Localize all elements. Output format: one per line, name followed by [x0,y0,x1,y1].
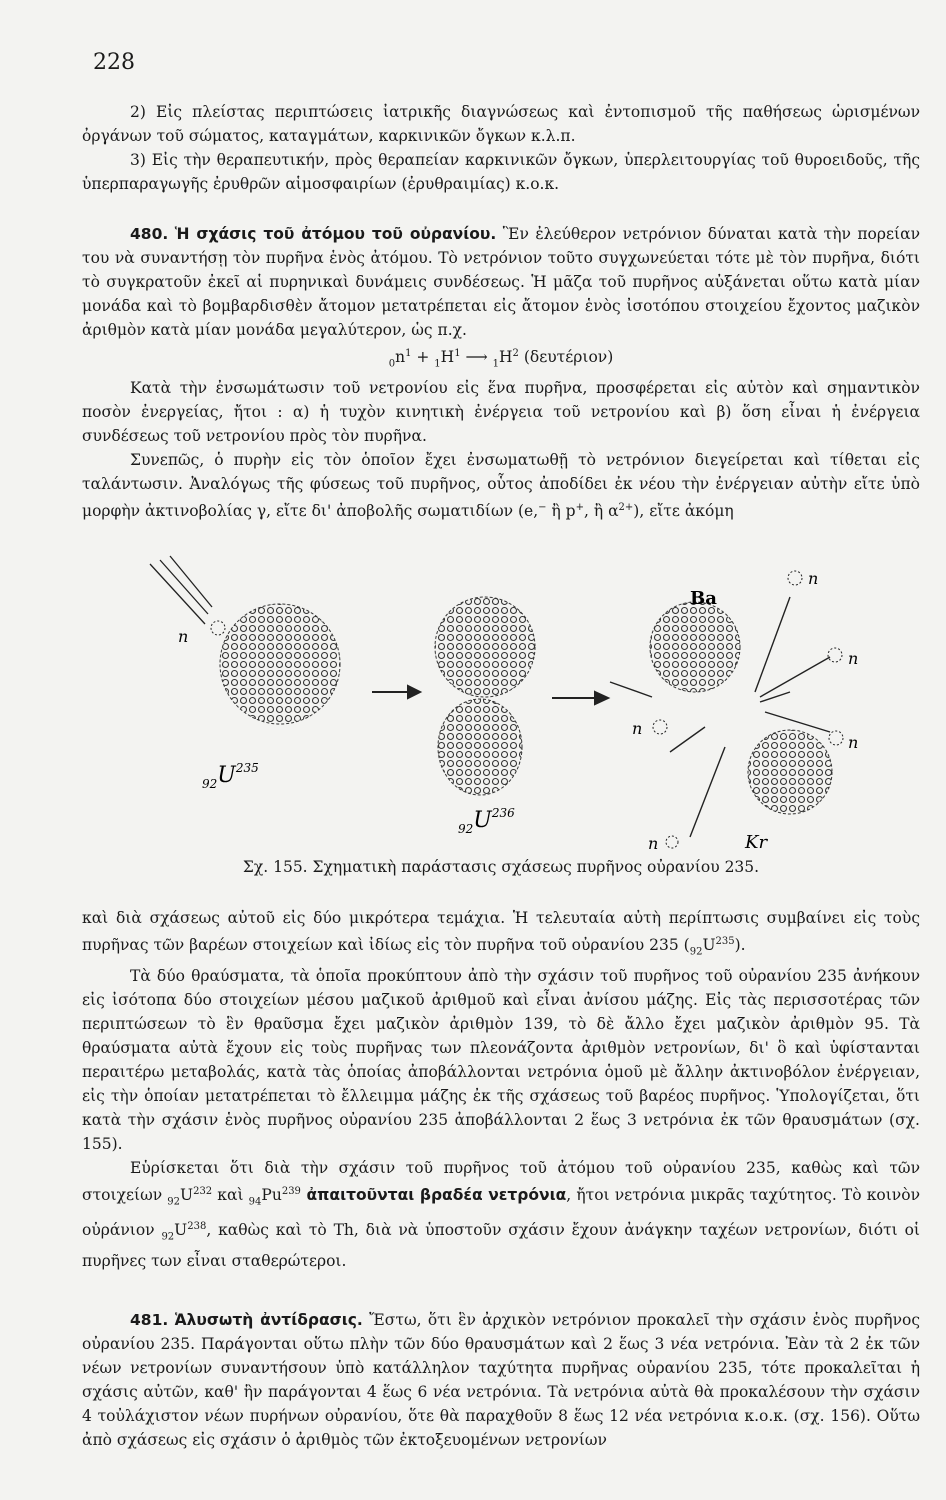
emitted-neutron-1 [788,571,802,585]
emitted-neutron-5 [666,836,678,848]
page-number: 228 [93,50,135,75]
slow-neutrons-emphasis: ἀπαιτοῦνται βραδέα νετρόνια [300,1186,567,1205]
ba-fragment [650,602,740,692]
emitted-neutron-4 [653,720,667,734]
ba-label: Ba [690,588,717,609]
emitted-neutron-2 [828,648,842,662]
section-480-title: Ἡ σχάσις τοῦ ἀτόμου τοῦ οὐρανίου. [174,225,497,243]
intro-item-3: 3) Εἰς τὴν θεραπευτικήν, πρὸς θεραπείαν καρκινικῶν ὄγκων, ὑπερλειτουργίας τοῦ θυροειδοῦς, τῆς ὑπερπαραγωγῆς ἐρυθρῶν αἱμοσφαιρίων (ἐρυθραιμίας) κ.ο.κ. [82,151,920,193]
section-481-number: 481. [130,1311,169,1329]
continuation-paragraph-1: καὶ διὰ σχάσεως αὐτοῦ εἰς δύο μικρότερα τεμάχια. Ἡ τελευταία αὐτὴ περίπτωσις συμβαίνει εἰς τοὺς πυρῆνας τῶν βαρέων στοιχείων καὶ ἰδίως εἰς τὸν πυρῆνα τοῦ οὐρανίου 235 $(_{92}U^{235})$. [82,909,920,958]
continuation-block [82,906,920,1273]
emitted-neutron-3-label: n [848,733,859,752]
figure-caption: Σχ. 155. Σχηματικὴ παράστασις σχάσεως πυρῆνος οὐρανίου 235. [242,858,760,876]
section-480-number: 480. [130,225,169,243]
incoming-neutron [211,621,225,635]
arrow-2 [552,692,608,704]
section-481 [82,1308,920,1452]
emitted-neutron-5-label: n [648,834,659,852]
continuation-paragraph-3: Εὑρίσκεται ὅτι διὰ τὴν σχάσιν τοῦ πυρῆνος τοῦ ἀτόμου τοῦ οὐρανίου 235, καθὼς καὶ τῶν στοιχείων $_{92}U^{232}$ καὶ $_{94}Pu^{239}$ ἀπαιτοῦνται βραδέα νετρόνια, ἤτοι νετρόνια μικρᾶς ταχύτητος. Τὸ κοινὸν οὐράνιον $_{92}U^{238}$, καθὼς καὶ τὸ Th, διὰ νὰ ὑποστοῦν σχάσιν ἔχουν ἀνάγκην ταχέων νετρονίων, διότι οἱ πυρῆνες των εἶναι σταθερώτεροι. [82,1159,920,1270]
section-480 [82,222,920,523]
fission-figure [140,552,900,852]
kr-fragment [748,730,832,814]
fission-diagram [140,552,900,852]
section-481-text: Ἔστω, ὅτι ἓν ἀρχικὸν νετρόνιον προκαλεῖ τὴν σχάσιν ἑνὸς πυρῆνος οὐρανίου 235. Παράγονται οὕτω πλὴν τῶν δύο θραυσμάτων καὶ 2 ἕως 3 νέα νετρόνια. Ἐὰν τὰ 2 ἐκ τῶν νέων νετρονίων συναντήσουν ὑπὸ κατάλληλον ταχύτητα πυρῆνας οὐρανίου 235, τότε προκαλεῖται ἡ σχάσις αὐτῶν, καθ' ἣν παράγονται 4 ἕως 6 νέα νετρόνια. Τὰ νετρόνια αὐτὰ θὰ προκαλέσουν τὴν σχάσιν 4 τοὐλάχιστον νέων πυρήνων οὐρανίου, ὅτε θὰ παραχθοῦν 8 ἕως 12 νέα νετρόνια κ.ο.κ. (σχ. 156). Οὕτω ἀπὸ σχάσεως εἰς σχάσιν ὁ ἀριθμὸς τῶν ἐκτοξευομένων νετρονίων [82,1311,921,1449]
intro-block [82,100,920,196]
section-480-paragraph-3: Συνεπῶς, ὁ πυρὴν εἰς τὸν ὁποῖον ἔχει ἐνσωματωθῇ τὸ νετρόνιον διεγείρεται καὶ τίθεται εἰς ταλάντωσιν. Ἀναλόγως τῆς φύσεως τοῦ πυρῆνος, οὗτος ἀποδίδει ἐκ νέου τὴν ἐνέργειαν αὐτὴν εἴτε ὑπὸ μορφὴν ἀκτινοβολίας γ, εἴτε δι' ἀποβολῆς σωματιδίων (e,− ἢ p+, ἢ $\alpha^{2+}$), εἴτε ἀκόμη [82,451,920,521]
continuation-paragraph-2: Τὰ δύο θραύσματα, τὰ ὁποῖα προκύπτουν ἀπὸ τὴν σχάσιν τοῦ πυρῆνος τοῦ οὐρανίου 235 ἀνήκουν εἰς ἰσότοπα δύο στοιχείων μέσου μαζικοῦ ἀριθμοῦ καὶ εἶναι ἀνίσου μάζης. Εἰς τὰς περισσοτέρας τῶν περιπτώσεων τὸ ἓν θραῦσμα ἔχει μαζικὸν ἀριθμὸν 139, τὸ δὲ ἄλλο ἔχει μαζικὸν ἀριθμὸν 95. Τὰ θραύσματα αὐτὰ ἔχουν εἰς τοὺς πυρῆνας των πλεονάζοντα ἀριθμὸν νετρονίων, δι' ὃ καὶ ὑφίστανται περαιτέρω μεταβολάς, κατὰ τὰς ὁποίας ἀποβάλλονται νετρόνια ὁμοῦ μὲ ἄλλην ἀκτινοβόλον ἐνέργειαν, εἰς τὴν ὁποίαν μετατρέπεται τὸ ἔλλειμμα μάζης ἐκ τῆς σχάσεως τοῦ βαρέος πυρῆνος. Ὑπολογίζεται, ὅτι κατὰ τὴν σχάσιν ἑνὸς πυρῆνος οὐρανίου 235 ἀποβάλλονται 2 ἕως 3 νετρόνια ἐκ τῶν θραυσμάτων (σχ. 155). [82,967,920,1154]
deuterium-equation: $_0n^1 + _1H^1$ ⟶ $_1H^2$ (δευτέριον) [388,348,614,370]
u235-label: $_{92}U^{235}$ [202,761,259,791]
emitted-neutron-4-label: n [632,719,643,738]
emitted-neutron-1-label: n [808,569,819,588]
incoming-neutron-trail [150,556,212,624]
section-480-paragraph-1 [82,222,920,342]
u235-nucleus [220,604,340,724]
neutron-label: n [178,627,189,646]
u236-nucleus [435,597,535,795]
section-481-paragraph [82,1308,920,1452]
emitted-neutron-2-label: n [848,649,859,668]
section-480-text: Ἓν ἐλεύθερον νετρόνιον δύναται κατὰ τὴν πορείαν του νὰ συναντήσῃ τὸν πυρῆνα ἑνὸς ἀτόμου. Τὸ νετρόνιον τοῦτο συγχωνεύεται τότε μὲ τὸν πυρῆνα, διότι τὸ συγκρατοῦν ἐκεῖ αἱ πυρηνικαὶ δυνάμεις συνδέσεως. Ἡ μᾶζα τοῦ πυρῆνος αὐξάνεται οὕτω κατὰ μίαν μονάδα καὶ τὸ βομβαρδισθὲν ἄτομον μετατρέπεται εἰς ἄτομον ἑνὸς ἰσοτόπου στοιχείου ἔχοντος μαζικὸν ἀριθμὸν κατὰ μίαν μονάδα μεγαλύτερον, ὡς π.χ. [82,225,921,339]
kr-label: Kr [745,832,768,852]
u236-label: $_{92}U^{236}$ [458,806,515,836]
arrow-1 [372,686,420,698]
emitted-neutron-3 [829,731,843,745]
section-481-title: Ἁλυσωτὴ ἀντίδρασις. [174,1311,363,1329]
section-480-paragraph-2: Κατὰ τὴν ἐνσωμάτωσιν τοῦ νετρονίου εἰς ἕνα πυρῆνα, προσφέρεται εἰς αὐτὸν καὶ σημαντικὸν ποσὸν ἐνεργείας, ἤτοι : α) ἡ τυχὸν κινητικὴ ἐνέργεια τοῦ νετρονίου καὶ β) ὅση εἶναι ἡ ἐνέργεια συνδέσεως τοῦ νετρονίου πρὸς τὸν πυρῆνα. [82,379,920,446]
intro-item-2: 2) Εἰς πλείστας περιπτώσεις ἰατρικῆς διαγνώσεως καὶ ἐντοπισμοῦ τῆς παθήσεως ὡρισμένων ὀργάνων τοῦ σώματος, καταγμάτων, καρκινικῶν ὄγκων κ.λ.π. [82,103,920,145]
